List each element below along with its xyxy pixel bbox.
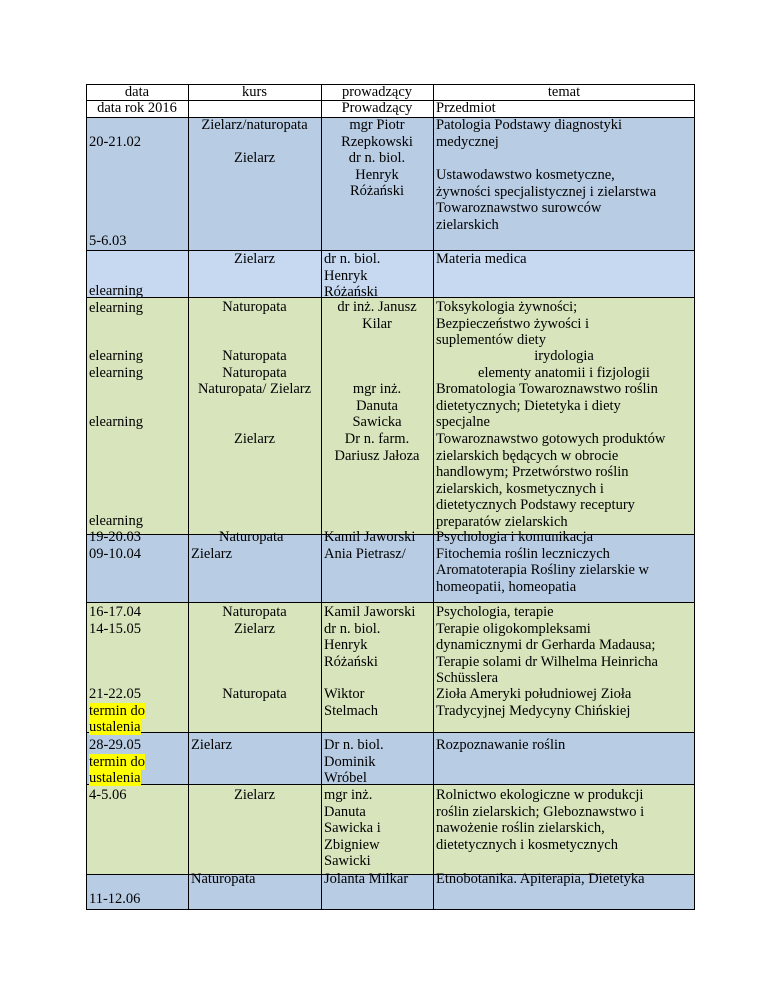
row9-temat: Psychologia i komunikacja Fitochemia roślin leczniczych Aromatoterapia Rośliny zielarskie w homeopatii, homeopatia	[436, 529, 650, 595]
row10-prowadzacy: Kamil Jaworski dr n. biol. Henryk Różański	[324, 604, 416, 670]
row11-temat: Zioła Ameryki południowej Zioła Tradycyjnej Medycyny Chińskiej	[436, 686, 632, 719]
row11-kurs: Naturopata	[222, 686, 287, 702]
row14-kurs: Naturopata	[191, 871, 256, 887]
row6-kurs: Naturopata Naturopata	[222, 348, 287, 381]
row12-kurs: Zielarz	[191, 737, 233, 753]
row8-temat: Towaroznawstwo gotowych produktów zielarskich będących w obrocie handlowym; Przetwórstwo roślin zielarskich, kosmetycznych i dietetycznych Podstawy receptury preparatów zielarskich	[436, 431, 666, 530]
row13-data: 4-5.06	[89, 787, 127, 803]
row11-note-line1: termin do	[89, 702, 145, 719]
row10-temat: Psychologia, terapie Terapie oligokompleksami dynamicznymi dr Gerharda Madausa; Terapie solami dr Wilhelma Heinricha Schüsslera	[436, 604, 658, 686]
row9-data: 19-20.03 09-10.04	[89, 529, 141, 562]
row2-data: 20-21.02	[89, 134, 141, 150]
row7-data: elearning	[89, 414, 143, 430]
row12-data: 28-29.05 termin do ustalenia	[89, 737, 145, 786]
row9-prowadzacy: Kamil Jaworski Ania Pietrasz/	[324, 529, 416, 562]
row4-temat: Materia medica	[436, 251, 527, 267]
row13-prowadzacy: mgr inż. Danuta Sawicka i Zbigniew Sawicki	[324, 787, 381, 869]
row4-kurs: Zielarz	[233, 251, 276, 267]
header-kurs: kurs	[242, 84, 267, 100]
row7-temat: Bromatologia Towaroznawstwo roślin dietetycznych; Dietetyka i diety specjalne	[436, 381, 658, 430]
row13-kurs: Zielarz	[233, 787, 276, 803]
header-temat: temat	[547, 84, 581, 100]
row11-prowadzacy: Wiktor Stelmach	[324, 686, 378, 719]
row4-data: elearning elearning	[89, 283, 143, 316]
row5-kurs: Naturopata	[222, 299, 287, 315]
row8-data: elearning	[89, 513, 143, 529]
row4-prowadzacy: dr n. biol. Henryk Różański	[324, 251, 381, 300]
row1-prowadzacy: Prowadzący	[341, 100, 413, 116]
row3-data: 5-6.03	[89, 233, 127, 249]
row5-prowadzacy: dr inż. Janusz Kilar	[337, 299, 417, 332]
row2-kurs: Zielarz/naturopata	[201, 117, 308, 133]
row6-temat: irydologia elementy anatomii i fizjologii	[478, 348, 650, 381]
row14-data: 11-12.06	[89, 891, 141, 907]
row2-prowadzacy: mgr Piotr Rzepkowski	[341, 117, 413, 150]
row3-prowadzacy: dr n. biol. Henryk Różański	[348, 150, 406, 199]
row12-prowadzacy: Dr n. biol. Dominik Wróbel	[324, 737, 384, 786]
row6-data: elearning elearning	[89, 348, 143, 381]
row3-kurs: Zielarz	[233, 150, 276, 166]
row10-data: 16-17.04 14-15.05	[89, 604, 141, 637]
row8-kurs: Zielarz	[233, 431, 276, 447]
row11-note-line2: ustalenia	[89, 719, 141, 735]
row7-prowadzacy: mgr inż. Danuta Sawicka	[352, 381, 402, 430]
row1-temat: Przedmiot	[436, 100, 496, 116]
row7-kurs: Naturopata/ Zielarz	[197, 381, 312, 397]
header-data: data	[124, 84, 150, 100]
row12-temat: Rozpoznawanie roślin	[436, 737, 566, 753]
row14-temat: Etnobotanika. Apiterapia, Dietetyka	[436, 871, 645, 887]
row3-temat: Ustawodawstwo kosmetyczne, żywności specjalistycznej i zielarstwa Towaroznawstwo surowców zielarskich	[436, 167, 657, 233]
row11-data: 21-22.05 termin do ustalenia	[89, 686, 145, 735]
row8-prowadzacy: Dr n. farm. Dariusz Jałoza	[334, 431, 420, 464]
row10-kurs: Naturopata Zielarz	[222, 604, 287, 637]
row12-note-line2: ustalenia	[89, 770, 141, 786]
row14-prowadzacy: Jolanta Milkar	[324, 871, 409, 887]
row2-temat: Patologia Podstawy diagnostyki medycznej	[436, 117, 623, 150]
row12-note-line1: termin do	[89, 753, 145, 770]
row5-temat: Toksykologia żywności; Bezpieczeństwo żywości i suplementów diety	[436, 299, 590, 348]
row13-temat: Rolnictwo ekologiczne w produkcji roślin zielarskich; Gleboznawstwo i nawożenie roślin zielarskich, dietetycznych i kosmetycznych	[436, 787, 645, 853]
header-prowadzacy: prowadzący	[341, 84, 413, 100]
row1-data: data rok 2016	[97, 100, 177, 116]
row9-kurs: Naturopata Zielarz	[191, 529, 284, 562]
